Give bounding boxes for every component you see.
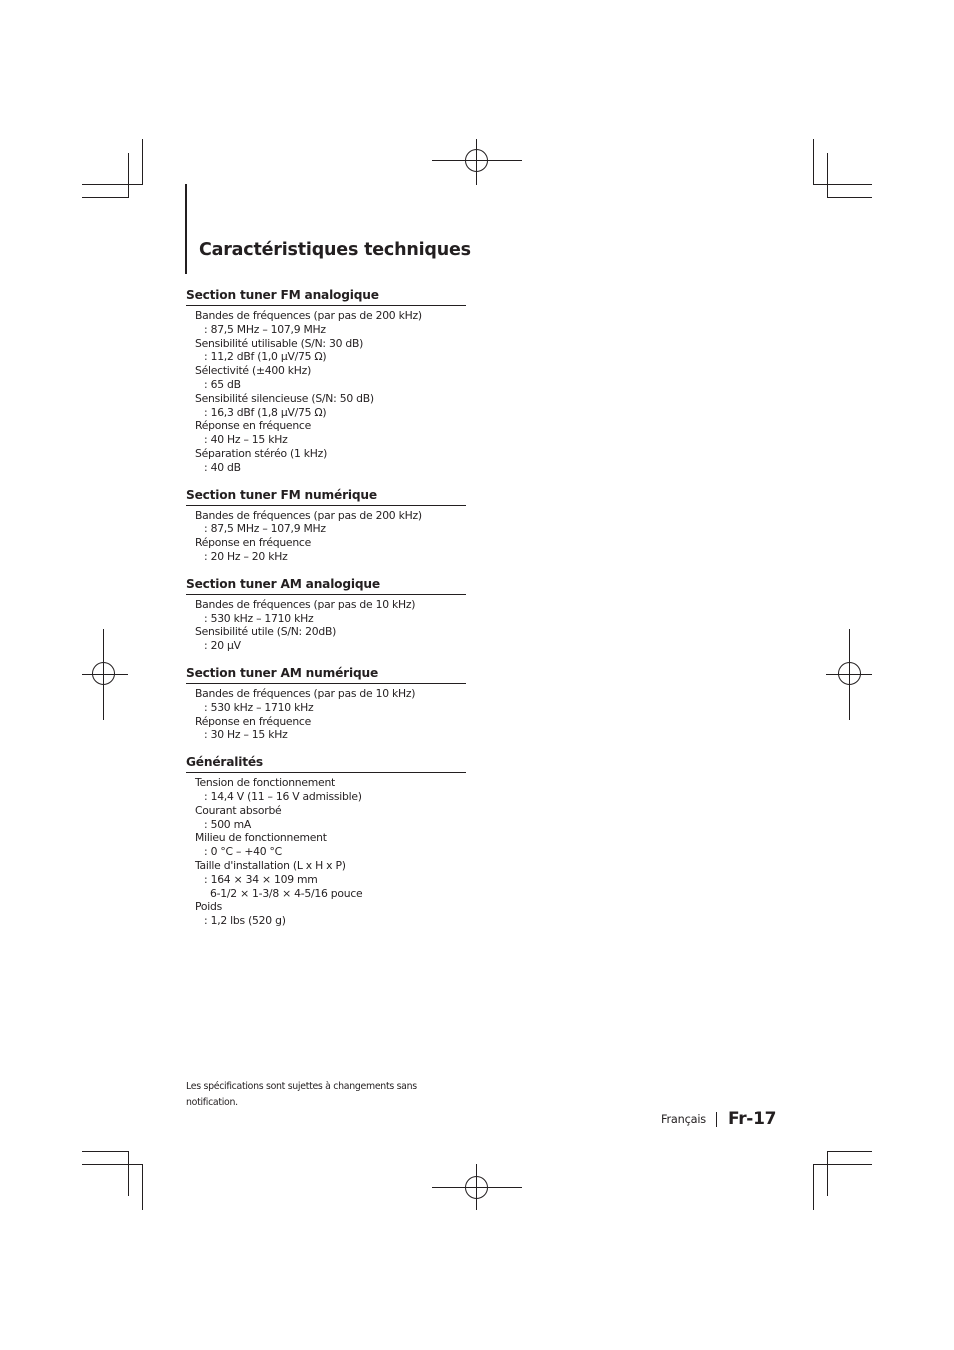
spec-label: Sensibilité utilisable (S/N: 30 dB) — [195, 336, 364, 350]
registration-mark-circle — [465, 1176, 488, 1199]
crop-mark-line — [82, 197, 129, 198]
crop-mark-line — [827, 153, 828, 198]
spec-label: Milieu de fonctionnement — [195, 831, 327, 845]
spec-list — [186, 306, 466, 475]
spec-value: : 30 Hz – 15 kHz — [204, 728, 288, 742]
registration-mark-circle — [465, 149, 488, 172]
crop-mark-line — [128, 1151, 129, 1196]
spec-label: Réponse en fréquence — [195, 714, 311, 728]
title-bar — [185, 184, 187, 274]
spec-value: : 0 °C – +40 °C — [204, 845, 282, 859]
spec-value: : 40 Hz – 15 kHz — [204, 433, 288, 447]
footnote: Les spécifications sont sujettes à changements sans notification. — [186, 1081, 417, 1108]
registration-mark-circle — [92, 662, 115, 685]
spec-value: : 16,3 dBf (1,8 μV/75 Ω) — [204, 405, 327, 419]
spec-value: 6-1/2 × 1-3/8 × 4-5/16 pouce — [210, 886, 363, 900]
spec-label: Bandes de fréquences (par pas de 200 kHz) — [195, 309, 422, 322]
section-heading: Généralités — [186, 755, 466, 773]
spec-value: : 164 × 34 × 109 mm — [204, 872, 318, 886]
crop-mark-line — [813, 1164, 872, 1165]
crop-mark-line — [142, 1164, 143, 1210]
spec-value: : 65 dB — [204, 377, 241, 391]
crop-mark-line — [827, 197, 872, 198]
registration-mark-circle — [838, 662, 861, 685]
spec-value: : 11,2 dBf (1,0 μV/75 Ω) — [204, 350, 327, 364]
spec-label: Bandes de fréquences (par pas de 10 kHz) — [195, 686, 416, 700]
spec-label: Séparation stéréo (1 kHz) — [195, 446, 328, 460]
spec-label: Poids — [195, 900, 222, 914]
spec-section — [186, 755, 466, 928]
spec-value: : 87,5 MHz – 107,9 MHz — [204, 322, 326, 336]
spec-label: Réponse en fréquence — [195, 419, 311, 433]
spec-label: Sensibilité silencieuse (S/N: 50 dB) — [195, 391, 374, 405]
spec-value: : 20 Hz – 20 kHz — [204, 549, 288, 563]
spec-value: : 14,4 V (11 – 16 V admissible) — [204, 789, 362, 803]
spec-list — [186, 773, 466, 928]
crop-mark-line — [827, 1151, 872, 1152]
crop-mark-line — [813, 1164, 814, 1210]
spec-value: : 530 kHz – 1710 kHz — [204, 700, 314, 714]
spec-value: : 87,5 MHz – 107,9 MHz — [204, 522, 326, 536]
spec-list — [186, 595, 466, 653]
crop-mark-line — [827, 1151, 828, 1196]
spec-section — [186, 288, 466, 475]
spec-value: : 500 mA — [204, 817, 252, 831]
spec-label: Bandes de fréquences (par pas de 200 kHz) — [195, 508, 422, 522]
crop-mark-line — [813, 184, 872, 185]
spec-value: : 40 dB — [204, 460, 241, 474]
section-heading: Section tuner FM analogique — [186, 288, 466, 306]
spec-section — [186, 577, 466, 653]
page-title: Caractéristiques techniques — [199, 240, 471, 260]
spec-value: : 20 μV — [204, 639, 241, 653]
crop-mark-line — [813, 139, 814, 185]
spec-list — [186, 506, 466, 564]
spec-label: Courant absorbé — [195, 803, 282, 817]
crop-mark-line — [82, 184, 143, 185]
crop-mark-line — [82, 1151, 129, 1152]
spec-label: Sélectivité (±400 kHz) — [195, 364, 312, 378]
spec-value: : 530 kHz – 1710 kHz — [204, 611, 314, 625]
footer-separator — [716, 1112, 717, 1127]
spec-section — [186, 666, 466, 742]
section-heading: Section tuner AM analogique — [186, 577, 466, 595]
crop-mark-line — [142, 139, 143, 185]
section-heading: Section tuner AM numérique — [186, 666, 466, 684]
spec-label: Tension de fonctionnement — [195, 776, 336, 790]
spec-label: Réponse en fréquence — [195, 536, 311, 550]
spec-value: : 1,2 lbs (520 g) — [204, 914, 286, 928]
crop-mark-line — [128, 153, 129, 198]
crop-mark-line — [82, 1164, 143, 1165]
spec-list — [186, 684, 466, 742]
spec-label: Taille d'installation (L x H x P) — [195, 858, 346, 872]
spec-label: Bandes de fréquences (par pas de 10 kHz) — [195, 597, 416, 611]
spec-label: Sensibilité utile (S/N: 20dB) — [195, 625, 337, 639]
footer-language: Français — [661, 1113, 706, 1126]
spec-section — [186, 488, 466, 564]
spec-sections — [186, 288, 466, 941]
section-heading: Section tuner FM numérique — [186, 488, 466, 506]
page-number: Fr-17 — [728, 1109, 777, 1129]
